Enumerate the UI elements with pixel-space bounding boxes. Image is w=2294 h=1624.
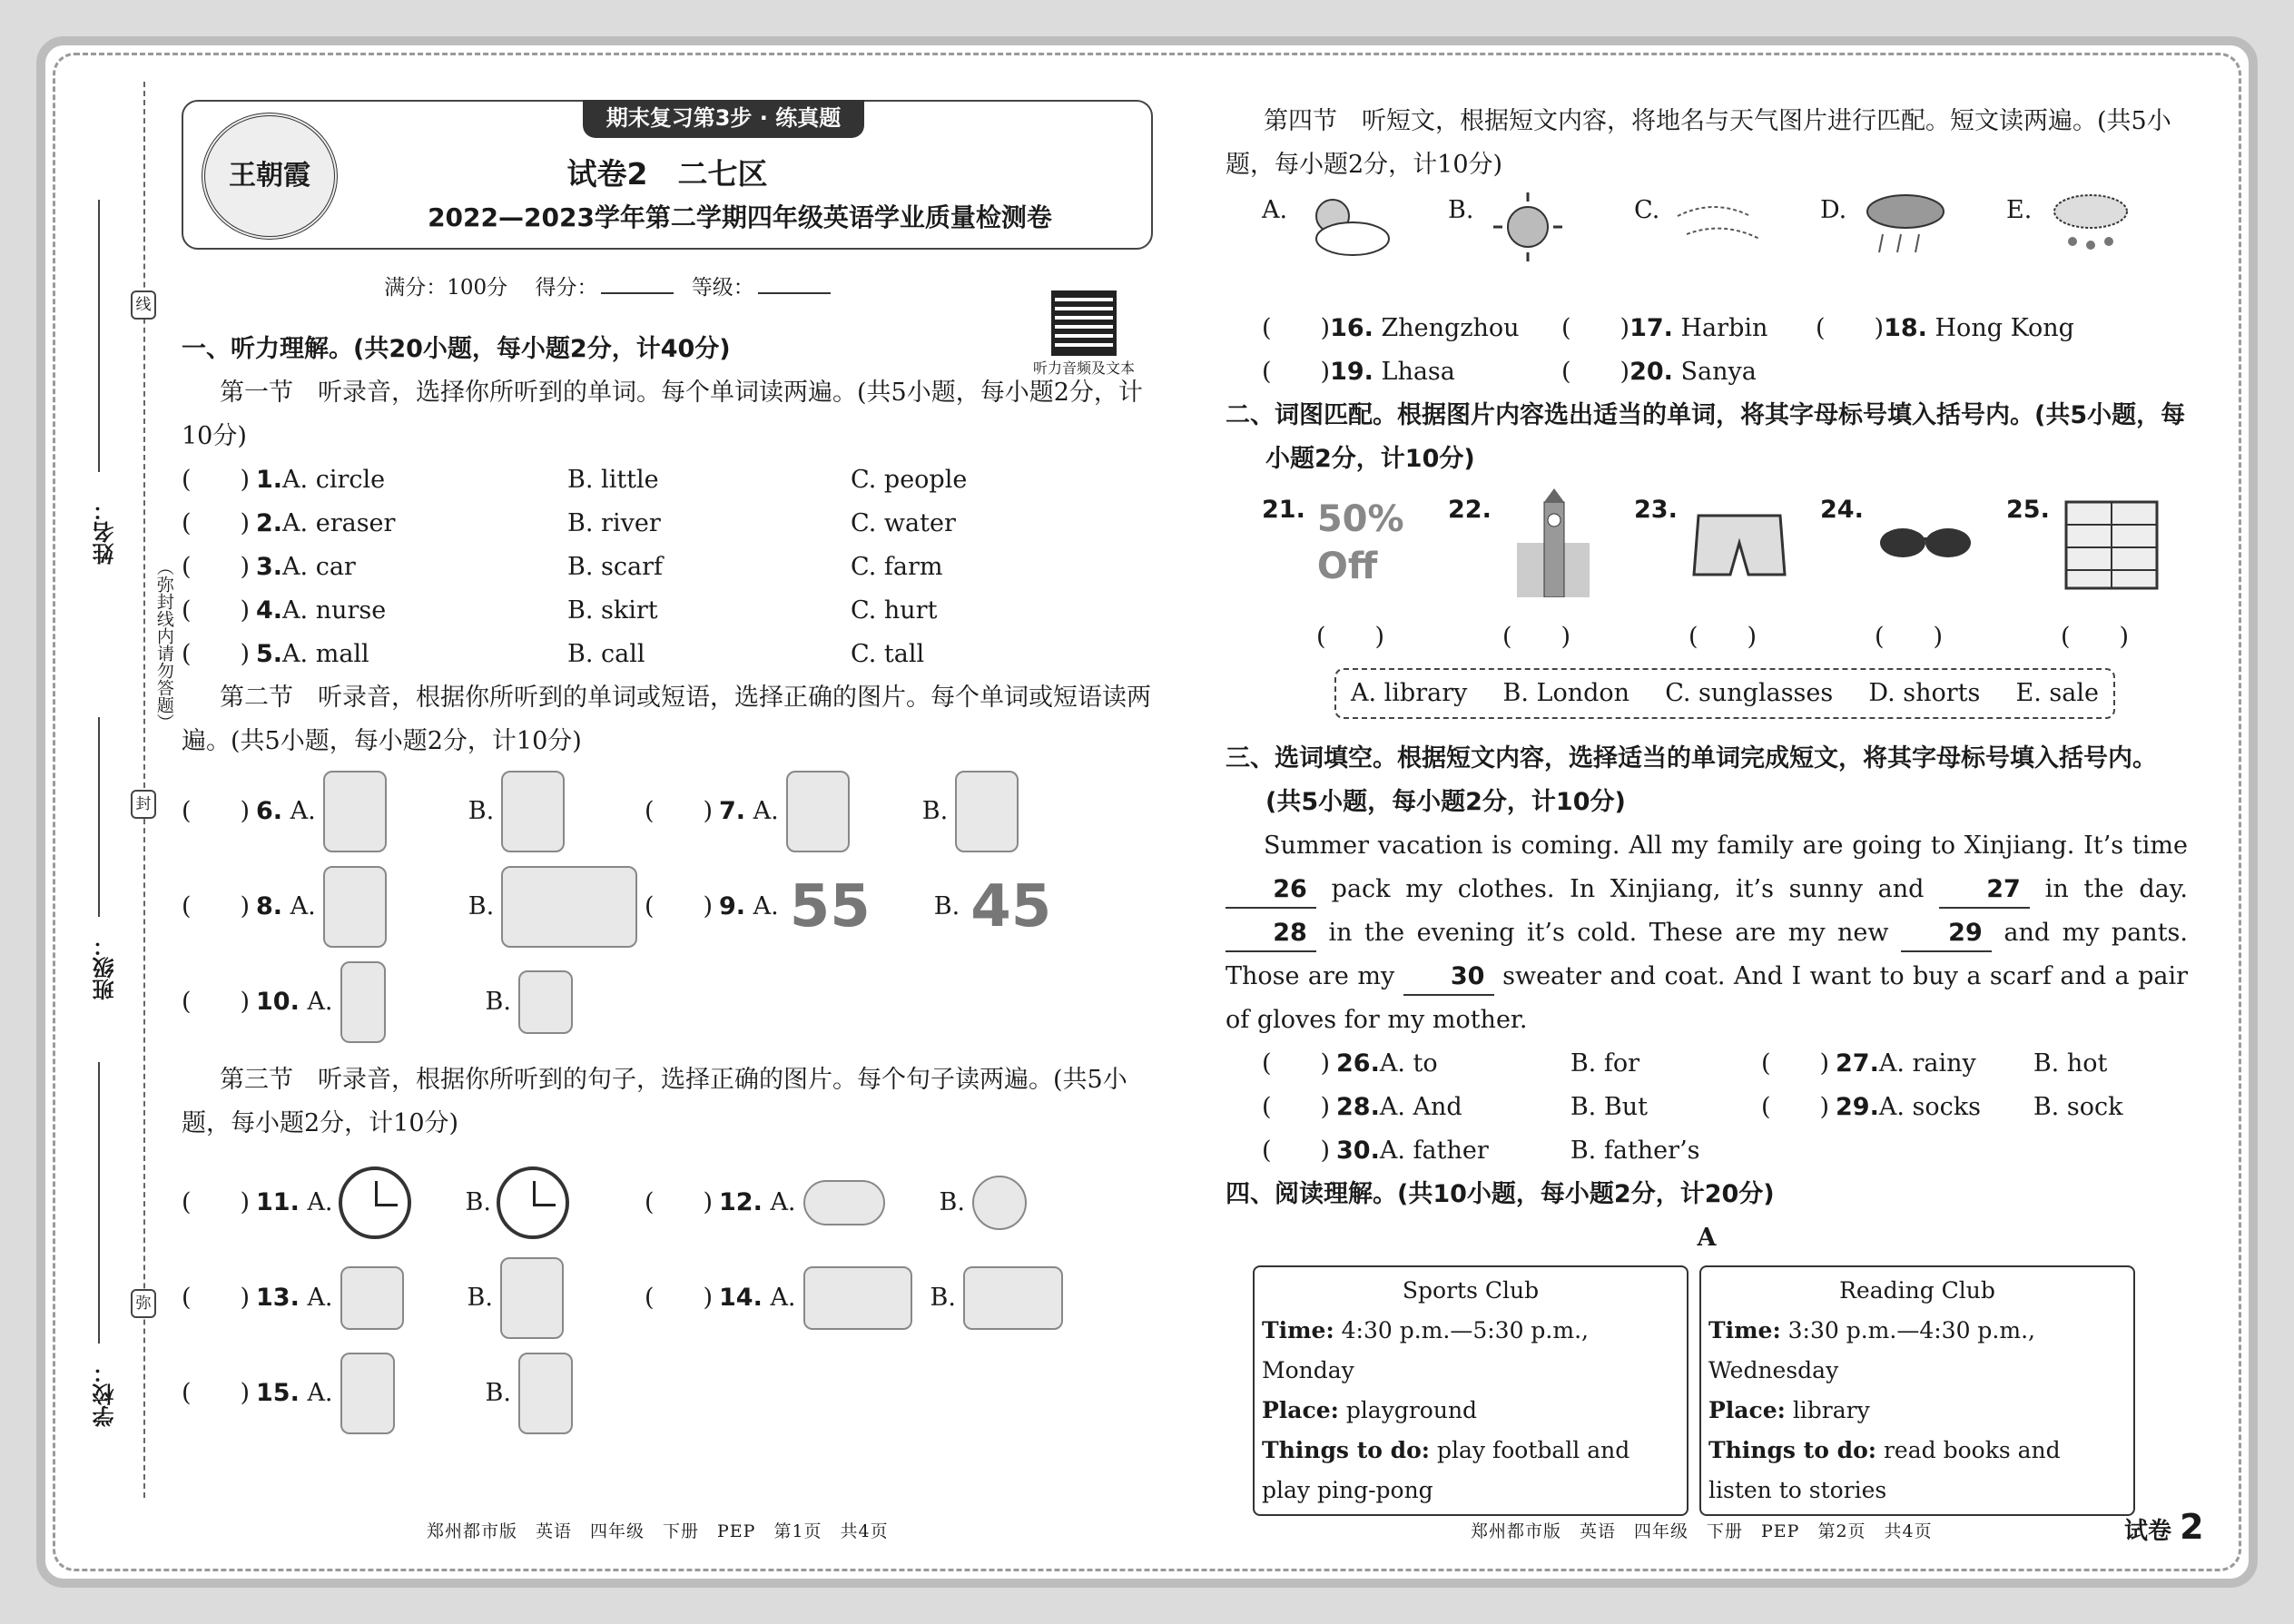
qnum: 12. (719, 1187, 763, 1216)
answer-paren[interactable]: ( ) (1502, 623, 1571, 651)
picture-match-row (1226, 488, 2188, 615)
onion-icon (972, 1176, 1027, 1230)
full-score: 满分：100分 (384, 276, 508, 300)
exam-subtitle: 2022—2023学年第二学期四年级英语学业质量检测卷 (428, 202, 1052, 232)
grade-blank[interactable] (758, 292, 831, 294)
weather-option-b[interactable] (1448, 189, 1634, 289)
club-title: Reading Club (1839, 1277, 1995, 1304)
option-a[interactable]: A. eraser (282, 509, 396, 537)
passage-text: in the day. (2044, 875, 2188, 903)
blank-29[interactable]: 29 (1901, 916, 1992, 952)
score-blank[interactable] (601, 292, 674, 294)
question-28: ( ) 28. A. And B. But (1262, 1086, 1761, 1129)
place-name: Lhasa (1381, 358, 1455, 386)
number-45: 45 (970, 872, 1052, 940)
s1-questions (182, 458, 1153, 676)
item-21 (1262, 488, 1448, 615)
qnum: 1. (256, 466, 283, 494)
question-26: ( ) 26. A. to B. for (1262, 1042, 1761, 1086)
passage-text: in the evening it’s cold. These are my new (1328, 919, 1889, 947)
seal-mark-xian: 线 (131, 290, 156, 320)
footer-left: 郑州都市版 英语 四年级 下册 PEP 第1页 共4页 (427, 1521, 889, 1541)
footer-right: 郑州都市版 英语 四年级 下册 PEP 第2页 共4页 (1471, 1521, 1933, 1541)
word-option: D. shorts (1868, 679, 1981, 707)
word-option: A. library (1351, 679, 1468, 707)
question-1: ( ) 1. A. circle B. little C. people (182, 458, 1153, 502)
item-24 (1820, 488, 2006, 615)
question-27: ( ) 27. A. rainy B. hot (1761, 1042, 2107, 1086)
page-left (182, 100, 1153, 1441)
qnum: 26. (1336, 1049, 1380, 1078)
question-2: ( ) 2. A. eraser B. river C. water (182, 502, 1153, 546)
statue-icon (323, 866, 387, 948)
qnum: 4. (256, 596, 283, 625)
option-b[interactable]: B. (921, 796, 949, 825)
qnum: 19. (1330, 358, 1373, 386)
seal-note: （弥封线内请勿答题） (153, 558, 174, 731)
option-b[interactable]: B. skirt (567, 596, 658, 625)
option-c[interactable]: C. water (851, 509, 956, 537)
socks-icon (518, 970, 573, 1034)
blank-30[interactable]: 30 (1403, 960, 1494, 996)
passage-text: and my pants. Those are my (1226, 919, 2188, 990)
class-field[interactable] (98, 717, 100, 917)
option-b[interactable]: B. (468, 796, 495, 825)
snow-icon (2041, 189, 2141, 261)
logo-text: 王朝霞 (229, 160, 310, 192)
paper-number (2124, 1507, 2204, 1547)
option-b[interactable]: B. call (567, 640, 645, 668)
place-name: Sanya (1680, 358, 1757, 386)
question-19: ( )19. Lhasa (1262, 358, 1455, 386)
qnum: 9. (719, 891, 746, 920)
qnum: 21. (1262, 496, 1305, 524)
option-b[interactable]: B. father’s (1570, 1137, 1700, 1165)
potatoes-icon (803, 1180, 885, 1225)
option-a[interactable]: A. socks (1878, 1093, 1981, 1121)
option-a[interactable]: A. (290, 796, 316, 825)
passage-label: A (1697, 1224, 1717, 1252)
sun-cloud-icon (1296, 189, 1396, 261)
question-20: ( )20. Sanya (1561, 358, 1757, 386)
weather-options (1226, 189, 2188, 289)
qnum: 24. (1820, 496, 1864, 524)
option-c[interactable]: C. tall (851, 640, 925, 668)
qnum: 28. (1336, 1093, 1380, 1121)
blank-28[interactable]: 28 (1226, 916, 1316, 952)
option-a[interactable]: A. nurse (282, 596, 387, 625)
option-b[interactable]: B. river (567, 509, 661, 537)
option-a[interactable]: A. (770, 1187, 796, 1216)
club-todo: read books and listen to stories (1708, 1437, 2061, 1503)
qr-label: 听力音频及文本 (1032, 359, 1135, 377)
farmer-icon (340, 1353, 395, 1434)
clock-icon (497, 1166, 569, 1239)
option-a[interactable]: A. (753, 796, 779, 825)
place-name: Hong Kong (1935, 314, 2074, 342)
option-b[interactable]: B. scarf (567, 553, 664, 581)
club-cards (1253, 1265, 2188, 1516)
boy-playing-icon (501, 771, 565, 852)
qnum: 14. (719, 1283, 763, 1312)
reading-club-card (1699, 1265, 2135, 1516)
option-b[interactable]: B. (939, 1187, 965, 1216)
place-label: Place: (1708, 1397, 1786, 1423)
weather-option-c[interactable] (1634, 189, 1820, 289)
word-option: B. London (1502, 679, 1630, 707)
classroom-icon (963, 1266, 1063, 1330)
question-4: ( ) 4. A. nurse B. skirt C. hurt (182, 589, 1153, 633)
cloze-options (1226, 1042, 2188, 1173)
answer-paren[interactable]: ( ) (1316, 623, 1385, 651)
answer-paren[interactable]: ( ) (1875, 623, 1944, 651)
paper-num: 2 (2180, 1507, 2204, 1547)
option-a[interactable]: A. (753, 891, 779, 920)
page-right (1226, 100, 2188, 1516)
club-todo: play football and play ping-pong (1262, 1437, 1630, 1503)
item-22 (1448, 488, 1634, 615)
passage-text: pack my clothes. In Xinjiang, it’s sunny and (1331, 875, 1925, 903)
option-letter: D. (1820, 196, 1847, 224)
blank-27[interactable]: 27 (1939, 872, 2030, 909)
qnum: 15. (256, 1378, 300, 1407)
option-a[interactable]: A. to (1379, 1049, 1438, 1078)
option-b[interactable]: B. (485, 1378, 511, 1407)
word-option: C. sunglasses (1665, 679, 1834, 707)
question-row-15: ( ) 15. A. B. (182, 1345, 1153, 1441)
name-field[interactable] (98, 200, 100, 472)
qnum: 2. (256, 509, 283, 537)
exam-header (182, 100, 1153, 250)
number-55: 55 (789, 872, 871, 940)
qnum: 30. (1336, 1137, 1380, 1165)
qnum: 23. (1634, 496, 1678, 524)
qr-code[interactable] (1033, 290, 1135, 378)
option-b[interactable]: B. sock (2033, 1093, 2123, 1121)
option-b[interactable]: B. But (1570, 1093, 1648, 1121)
school-label: 学校： (93, 1362, 118, 1427)
question-17: ( )17. Harbin (1561, 314, 1768, 342)
club-place: library (1792, 1397, 1870, 1423)
club-time: 4:30 p.m.—5:30 p.m., Monday (1262, 1317, 1589, 1383)
option-b[interactable]: B. (465, 1187, 491, 1216)
option-b[interactable]: B. (468, 891, 495, 920)
option-letter: C. (1634, 196, 1660, 224)
qnum: 20. (1629, 358, 1673, 386)
qnum: 10. (256, 987, 300, 1016)
qnum: 16. (1330, 314, 1373, 342)
option-b[interactable]: B. (930, 1283, 956, 1312)
review-banner: 期末复习第3步 · 练真题 (583, 100, 864, 138)
bookshelf-icon (2057, 488, 2166, 597)
binding-margin (36, 64, 174, 1534)
big-ben-icon (1499, 488, 1608, 597)
exam-title: 试卷2 二七区 (566, 156, 768, 192)
place-label: Place: (1262, 1397, 1339, 1423)
sunglasses-icon (1871, 488, 1980, 597)
opera-house-icon (501, 866, 637, 948)
option-c[interactable]: C. people (851, 466, 968, 494)
passage-text: Summer vacation is coming. All my family are going to Xinjiang. It’s time (1264, 832, 2188, 860)
question-5: ( ) 5. A. mall B. call C. tall (182, 633, 1153, 676)
qnum: 7. (719, 796, 746, 825)
option-b[interactable]: B. (467, 1283, 493, 1312)
option-a[interactable]: A. mall (282, 640, 369, 668)
qnum: 29. (1836, 1093, 1879, 1121)
word-option: E. sale (2015, 679, 2099, 707)
passage-text: sweater and coat. And I want to buy a scarf and a pair of gloves for my mother. (1226, 962, 2188, 1034)
option-a[interactable]: A. car (282, 553, 356, 581)
part1-heading: 一、听力理解。(共20小题，每小题2分，计40分) (182, 335, 731, 363)
item-25 (2006, 488, 2166, 615)
answer-paren[interactable]: ( ) (2061, 623, 2130, 651)
qnum: 27. (1836, 1049, 1879, 1078)
weather-option-e[interactable] (2006, 189, 2141, 289)
s3-intro: 第三节 听录音，根据你所听到的句子，选择正确的图片。每个句子读两遍。(共5小题，每小题2分，计10分) (182, 1066, 1127, 1137)
option-b[interactable]: B. (933, 891, 960, 920)
question-row-10: ( ) 10. A. B. (182, 954, 1153, 1049)
weather-option-a[interactable] (1262, 189, 1448, 289)
s4-questions (1226, 307, 2188, 394)
option-letter: A. (1262, 196, 1288, 224)
place-name: Harbin (1680, 314, 1768, 342)
question-30: ( ) 30. A. father B. father’s (1262, 1129, 1761, 1173)
qnum: 13. (256, 1283, 300, 1312)
cloze-passage (1226, 824, 2188, 1042)
option-c[interactable]: C. hurt (851, 596, 938, 625)
sports-club-card (1253, 1265, 1689, 1516)
option-b[interactable]: B. (485, 987, 511, 1016)
name-label: 姓名： (93, 499, 118, 565)
option-a[interactable]: A. (307, 1283, 333, 1312)
club-place: playground (1345, 1397, 1478, 1423)
part3-heading: 三、选词填空。根据短文内容，选择适当的单词完成短文，将其字母标号填入括号内。(共5小题，每小题2分，计10分) (1226, 744, 2157, 816)
question-row-8-9: ( ) 8. A. B. ( ) 9. A. 55 B. 45 (182, 859, 1153, 954)
playground-icon (803, 1266, 912, 1330)
score-line (182, 266, 1153, 310)
place-name: Zhengzhou (1381, 314, 1520, 342)
girl-icon (518, 1353, 573, 1434)
qnum: 5. (256, 640, 283, 668)
option-a[interactable]: A. rainy (1878, 1049, 1976, 1078)
qnum: 6. (256, 796, 283, 825)
s2-intro: 第二节 听录音，根据你所听到的单词或短语，选择正确的图片。每个单词或短语读两遍。(共5小题，每小题2分，计10分) (182, 684, 1151, 755)
sale-text: 50% Off (1316, 498, 1404, 587)
answer-parens-row (1226, 615, 2188, 659)
clock-icon (339, 1166, 411, 1239)
qnum: 25. (2006, 496, 2050, 524)
wind-icon (1669, 189, 1768, 261)
score-label: 得分： (535, 276, 598, 300)
seal-mark-feng: 封 (131, 790, 156, 819)
option-b[interactable]: B. hot (2033, 1049, 2108, 1078)
paper-label: 试卷 (2124, 1518, 2172, 1545)
question-row-11-12: ( ) 11. A. B. ( ) 12. A. B. (182, 1155, 1153, 1250)
answer-paren[interactable]: ( ) (1689, 623, 1757, 651)
qnum: 18. (1884, 314, 1927, 342)
question-16: ( )16. Zhengzhou (1262, 314, 1520, 342)
option-a[interactable]: A. (307, 1378, 333, 1407)
part4-heading: 四、阅读理解。(共10小题，每小题2分，计20分) (1226, 1180, 1775, 1208)
option-letter: B. (1448, 196, 1474, 224)
s1-intro: 第一节 听录音，选择你所听到的单词。每个单词读两遍。(共5小题，每小题2分，计10分) (182, 379, 1143, 450)
option-b[interactable]: B. for (1570, 1049, 1640, 1078)
question-row-6-7: ( ) 6. A. B. ( ) 7. A. B. (182, 763, 1153, 859)
option-a[interactable]: A. (290, 891, 316, 920)
question-29: ( ) 29. A. socks B. sock (1761, 1086, 2122, 1129)
option-a[interactable]: A. (307, 987, 333, 1016)
goat-icon (786, 771, 850, 852)
pants-icon (340, 961, 386, 1043)
class-label: 班级： (93, 935, 118, 1000)
question-18: ( )18. Hong Kong (1816, 314, 2074, 342)
option-a[interactable]: A. father (1379, 1137, 1489, 1165)
qnum: 22. (1448, 496, 1492, 524)
seal-mark-mi: 弥 (131, 1289, 156, 1318)
qnum: 8. (256, 891, 283, 920)
option-letter: E. (2006, 196, 2033, 224)
time-label: Time: (1262, 1317, 1334, 1343)
english-teacher-icon (323, 771, 387, 852)
option-a[interactable]: A. And (1379, 1093, 1462, 1121)
option-a[interactable]: A. circle (282, 466, 386, 494)
sale-icon (1313, 488, 1422, 597)
blank-26[interactable]: 26 (1226, 872, 1316, 909)
option-c[interactable]: C. farm (851, 553, 943, 581)
rain-icon (1856, 189, 1955, 261)
dress-icon (500, 1257, 564, 1339)
shorts-icon (1685, 488, 1794, 597)
club-time: 3:30 p.m.—4:30 p.m., Wednesday (1708, 1317, 2035, 1383)
item-23 (1634, 488, 1820, 615)
club-title: Sports Club (1402, 1277, 1540, 1304)
qnum: 11. (256, 1187, 300, 1216)
qnum: 17. (1629, 314, 1673, 342)
qr-icon (1051, 290, 1117, 356)
s4-intro: 第四节 听短文，根据短文内容，将地名与天气图片进行匹配。短文读两遍。(共5小题，每小题2分，计10分) (1226, 107, 2171, 179)
option-a[interactable]: A. (307, 1187, 333, 1216)
todo-label: Things to do: (1708, 1437, 1877, 1463)
question-3: ( ) 3. A. car B. scarf C. farm (182, 546, 1153, 589)
todo-label: Things to do: (1262, 1437, 1431, 1463)
question-row-13-14: ( ) 13. A. B. ( ) 14. A. B. (182, 1250, 1153, 1345)
school-field[interactable] (98, 1062, 100, 1343)
option-a[interactable]: A. (770, 1283, 796, 1312)
grade-label: 等级： (691, 276, 754, 300)
qnum: 3. (256, 553, 283, 581)
time-label: Time: (1708, 1317, 1781, 1343)
word-bank (1334, 668, 2115, 719)
skirt-icon (340, 1266, 404, 1330)
part2-heading: 二、词图匹配。根据图片内容选出适当的单词，将其字母标号填入括号内。(共5小题，每小题2分，计10分) (1226, 401, 2186, 473)
hen-icon (955, 771, 1019, 852)
weather-option-d[interactable] (1820, 189, 2006, 289)
sun-icon (1482, 189, 1582, 261)
option-b[interactable]: B. little (567, 466, 659, 494)
